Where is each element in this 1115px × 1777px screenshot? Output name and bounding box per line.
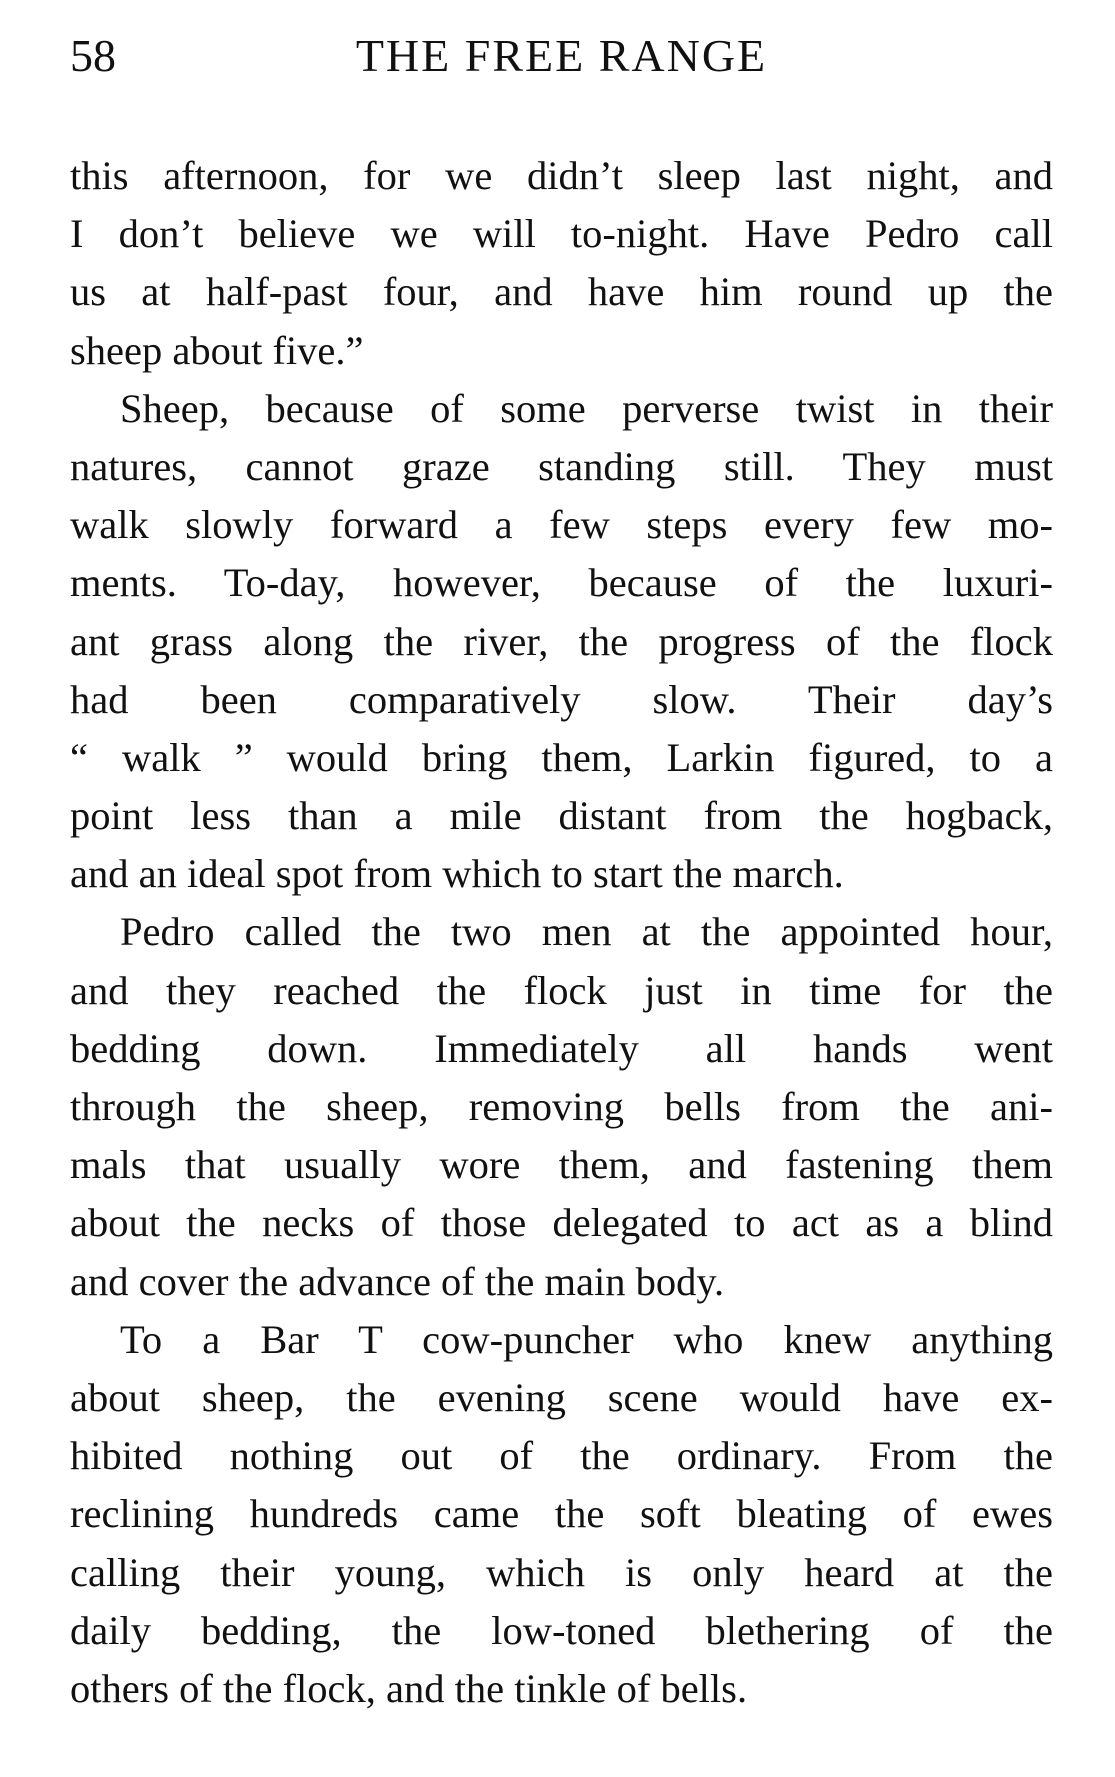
text-line: us at half-past four, and have him round up the (70, 269, 1053, 315)
text-line: and they reached the flock just in time for the (70, 967, 1053, 1013)
text-line: daily bedding, the low-toned blethering of the (70, 1607, 1053, 1653)
text-line: calling their young, which is only heard at the (70, 1549, 1053, 1595)
text-line: To a Bar T cow-puncher who knew anything (120, 1316, 1053, 1362)
book-page (70, 26, 1053, 1718)
text-line: point less than a mile distant from the hogback, (70, 793, 1053, 839)
text-line: mals that usually wore them, and fastening them (70, 1142, 1053, 1188)
page-header (70, 26, 1053, 86)
paragraph-2 (70, 380, 1053, 904)
paragraph-4 (70, 1311, 1053, 1718)
text-line: about the necks of those delegated to act as a blind (70, 1200, 1053, 1246)
text-line: “ walk ” would bring them, Larkin figured, to a (70, 734, 1053, 780)
text-line: Pedro called the two men at the appointed hour, (120, 909, 1053, 955)
text-line: ments. To-day, however, because of the luxuri- (70, 560, 1053, 606)
running-title: THE FREE RANGE (355, 30, 768, 81)
text-line: and an ideal spot from which to start the march. (70, 851, 844, 897)
text-line: ant grass along the river, the progress of the flock (70, 618, 1053, 664)
text-line: hibited nothing out of the ordinary. From the (70, 1433, 1053, 1479)
text-line: others of the flock, and the tinkle of bells. (70, 1665, 748, 1711)
page-number: 58 (70, 30, 116, 81)
text-line: had been comparatively slow. Their day’s (70, 676, 1053, 722)
text-line: this afternoon, for we didn’t sleep last night, and (70, 153, 1053, 198)
text-line: Sheep, because of some perverse twist in their (120, 385, 1053, 431)
text-line: walk slowly forward a few steps every few mo- (70, 502, 1053, 548)
body-text (70, 147, 1053, 1718)
text-line: and cover the advance of the main body. (70, 1258, 725, 1304)
text-line: I don’t believe we will to-night. Have Pedro call (70, 211, 1053, 257)
text-line: reclining hundreds came the soft bleating of ewes (70, 1491, 1053, 1537)
text-line: sheep about five.” (70, 327, 364, 373)
text-line: natures, cannot graze standing still. They must (70, 443, 1053, 489)
text-line: bedding down. Immediately all hands went (70, 1025, 1053, 1071)
text-line: about sheep, the evening scene would have ex- (70, 1374, 1053, 1420)
paragraph-1 (70, 147, 1053, 380)
text-line: through the sheep, removing bells from the ani- (70, 1084, 1053, 1129)
paragraph-3 (70, 903, 1053, 1310)
